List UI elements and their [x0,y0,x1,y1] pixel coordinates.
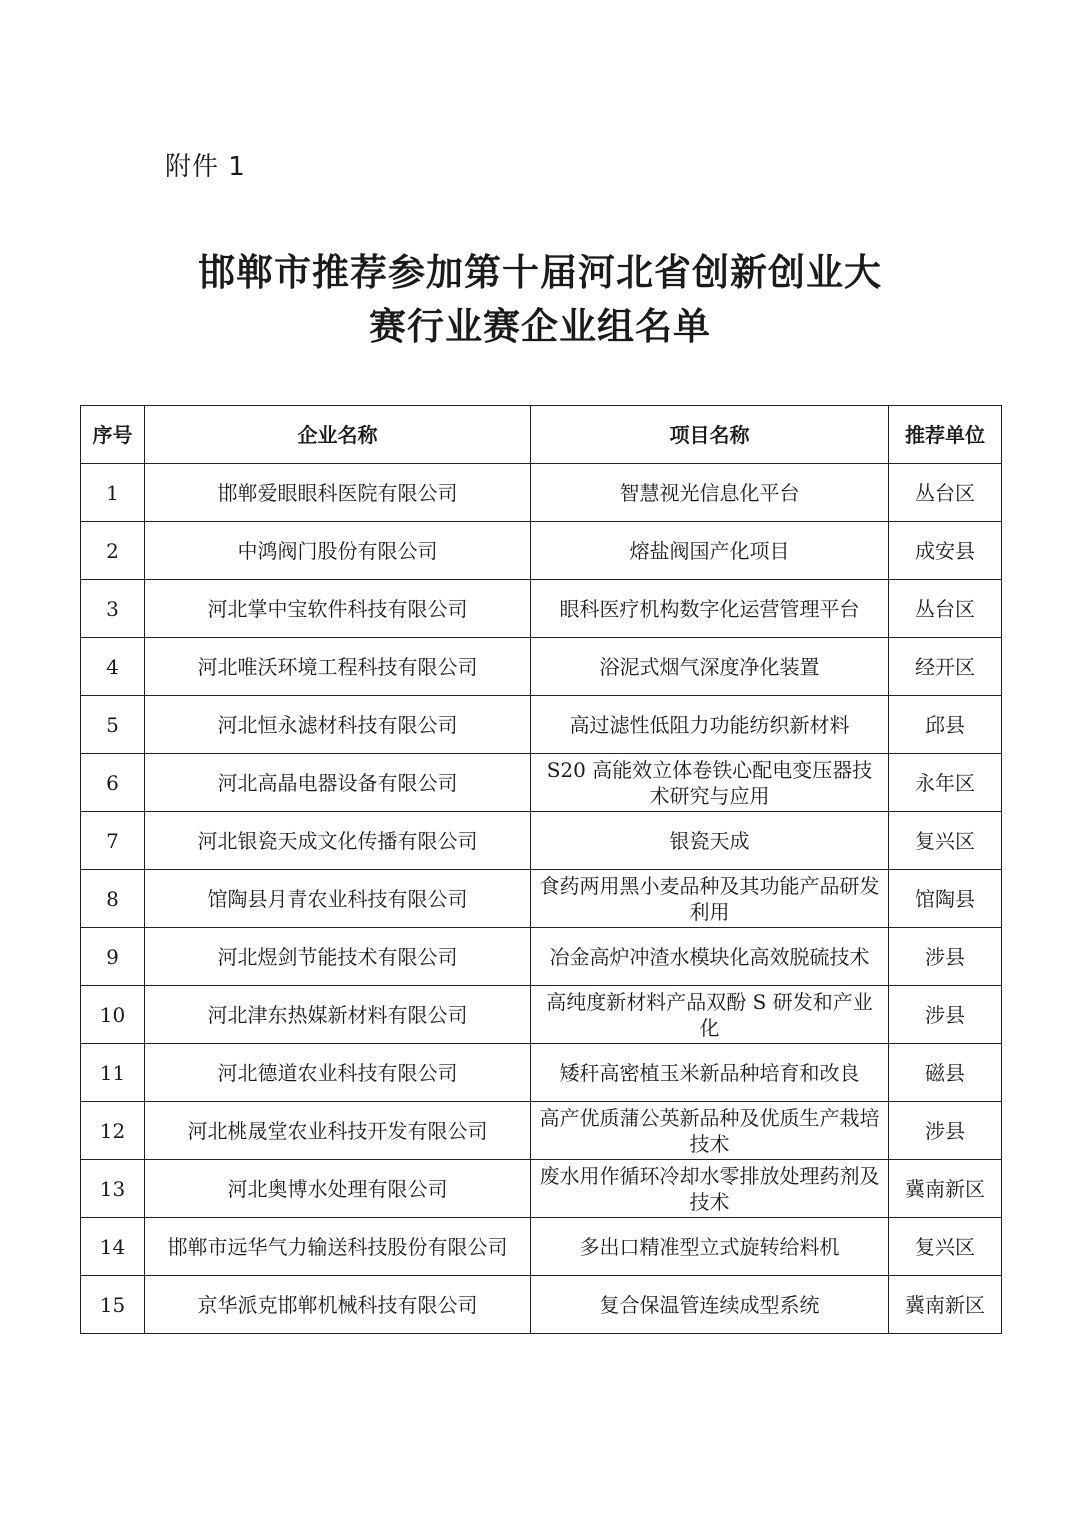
cell-unit: 复兴区 [889,812,1002,870]
cell-unit: 复兴区 [889,1218,1002,1276]
table-row [81,464,1002,522]
cell-unit: 永年区 [889,754,1002,812]
header-no: 序号 [81,406,145,464]
table-row [81,1218,1002,1276]
cell-unit: 涉县 [889,928,1002,986]
cell-no: 12 [81,1102,145,1160]
cell-unit: 馆陶县 [889,870,1002,928]
cell-no: 10 [81,986,145,1044]
cell-project: 复合保温管连续成型系统 [531,1276,889,1334]
document-title [0,246,1080,354]
cell-company: 河北桃晟堂农业科技开发有限公司 [145,1102,531,1160]
cell-no: 4 [81,638,145,696]
table-row [81,1160,1002,1218]
cell-company: 邯郸市远华气力输送科技股份有限公司 [145,1218,531,1276]
cell-company: 河北高晶电器设备有限公司 [145,754,531,812]
table-row [81,522,1002,580]
cell-project: 废水用作循环冷却水零排放处理药剂及技术 [531,1160,889,1218]
cell-project: 眼科医疗机构数字化运营管理平台 [531,580,889,638]
cell-company: 河北德道农业科技有限公司 [145,1044,531,1102]
cell-no: 6 [81,754,145,812]
cell-no: 5 [81,696,145,754]
table-row [81,1044,1002,1102]
cell-company: 河北银瓷天成文化传播有限公司 [145,812,531,870]
cell-company: 河北煜剑节能技术有限公司 [145,928,531,986]
table-row [81,1276,1002,1334]
cell-project: S20 高能效立体卷铁心配电变压器技术研究与应用 [531,754,889,812]
cell-company: 河北津东热媒新材料有限公司 [145,986,531,1044]
cell-no: 3 [81,580,145,638]
cell-project: 冶金高炉冲渣水模块化高效脱硫技术 [531,928,889,986]
cell-company: 馆陶县月青农业科技有限公司 [145,870,531,928]
cell-no: 14 [81,1218,145,1276]
cell-unit: 冀南新区 [889,1160,1002,1218]
table-row [81,928,1002,986]
cell-unit: 丛台区 [889,580,1002,638]
cell-unit: 磁县 [889,1044,1002,1102]
table-row [81,638,1002,696]
cell-unit: 经开区 [889,638,1002,696]
cell-project: 食药两用黑小麦品种及其功能产品研发利用 [531,870,889,928]
cell-project: 银瓷天成 [531,812,889,870]
cell-project: 多出口精准型立式旋转给料机 [531,1218,889,1276]
cell-unit: 丛台区 [889,464,1002,522]
cell-unit: 涉县 [889,1102,1002,1160]
cell-unit: 冀南新区 [889,1276,1002,1334]
header-unit: 推荐单位 [889,406,1002,464]
cell-unit: 涉县 [889,986,1002,1044]
cell-project: 熔盐阀国产化项目 [531,522,889,580]
header-project: 项目名称 [531,406,889,464]
table-row [81,870,1002,928]
cell-company: 河北掌中宝软件科技有限公司 [145,580,531,638]
cell-no: 2 [81,522,145,580]
header-company: 企业名称 [145,406,531,464]
cell-no: 11 [81,1044,145,1102]
table-row [81,1102,1002,1160]
cell-project: 高纯度新材料产品双酚 S 研发和产业化 [531,986,889,1044]
cell-project: 高过滤性低阻力功能纺织新材料 [531,696,889,754]
cell-unit: 成安县 [889,522,1002,580]
table-row [81,696,1002,754]
cell-no: 7 [81,812,145,870]
cell-no: 15 [81,1276,145,1334]
cell-unit: 邱县 [889,696,1002,754]
table-row [81,812,1002,870]
cell-project: 智慧视光信息化平台 [531,464,889,522]
cell-project: 浴泥式烟气深度净化装置 [531,638,889,696]
title-line-2: 赛行业赛企业组名单 [369,305,711,348]
enterprise-table [80,405,1002,1334]
cell-company: 河北唯沃环境工程科技有限公司 [145,638,531,696]
table-row [81,754,1002,812]
cell-company: 河北恒永滤材科技有限公司 [145,696,531,754]
cell-company: 邯郸爱眼眼科医院有限公司 [145,464,531,522]
cell-no: 13 [81,1160,145,1218]
cell-no: 9 [81,928,145,986]
cell-no: 1 [81,464,145,522]
cell-company: 中鸿阀门股份有限公司 [145,522,531,580]
cell-no: 8 [81,870,145,928]
cell-project: 高产优质蒲公英新品种及优质生产栽培技术 [531,1102,889,1160]
cell-project: 矮秆高密植玉米新品种培育和改良 [531,1044,889,1102]
table-row [81,580,1002,638]
cell-company: 河北奥博水处理有限公司 [145,1160,531,1218]
table-header-row [81,406,1002,464]
table-row [81,986,1002,1044]
title-line-1: 邯郸市推荐参加第十届河北省创新创业大 [198,251,882,294]
attachment-label: 附件 1 [165,152,246,182]
cell-company: 京华派克邯郸机械科技有限公司 [145,1276,531,1334]
